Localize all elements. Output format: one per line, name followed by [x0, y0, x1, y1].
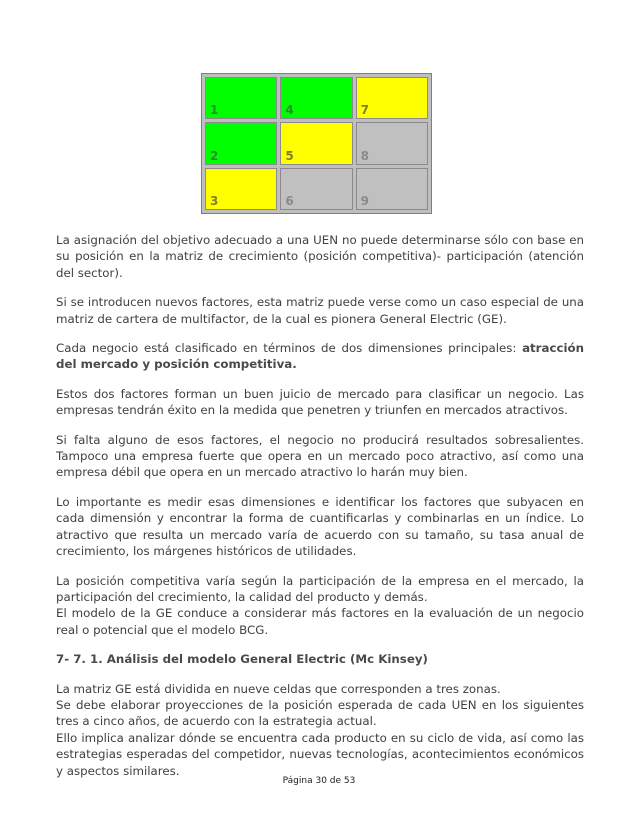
section-heading: 7- 7. 1. Análisis del modelo General Electric (Mc Kinsey) [56, 652, 428, 667]
paragraph-line: Ello implica analizar dónde se encuentra cada producto en su ciclo de vida, así como las estrategias esperadas del competidor, nuevas tecnologías, acontecimientos económicos y aspectos similares. [56, 730, 584, 778]
matrix-cell-8 [356, 122, 428, 164]
ge-matrix [201, 73, 432, 214]
paragraph [56, 681, 584, 779]
cell-number: 1 [210, 103, 219, 118]
paragraph: Estos dos factores forman un buen juicio de mercado para clasificar un negocio. Las empresas tendrán éxito en la medida que penetren y triunfen en mercados atractivos. [56, 386, 584, 418]
paragraph: Si se introducen nuevos factores, esta matriz puede verse como un caso especial de una matriz de cartera de multifactor, de la cual es pionera General Electric (GE). [56, 295, 584, 326]
cell-number: 5 [285, 148, 294, 163]
cell-number: 2 [210, 148, 219, 163]
paragraph-line: La matriz GE está dividida en nueve celdas que corresponden a tres zonas. [56, 681, 501, 696]
page-number: Página 30 de 53 [282, 776, 356, 786]
cell-number: 3 [210, 193, 219, 208]
paragraph-line: La posición competitiva varía según la participación de la empresa en el mercado, la participación del crecimiento, la calidad del producto y demás. [56, 573, 584, 604]
paragraph-line: El modelo de la GE conduce a considerar más factores en la evaluación de un negocio real o potencial que el modelo BCG. [56, 606, 584, 637]
cell-number: 6 [285, 193, 294, 208]
cell-number: 8 [360, 148, 370, 163]
paragraph-text: Cada negocio está clasificado en términos de dos dimensiones principales: [56, 341, 523, 356]
matrix-cell-7 [356, 77, 428, 119]
matrix-cell-6 [280, 168, 352, 210]
paragraph-line: Se debe elaborar proyecciones de la posición esperada de cada UEN en los siguientes tres a cinco años, de acuerdo con la estrategia actual. [56, 697, 584, 729]
bold-phrase: atracción del mercado y posición competitiva. [56, 341, 584, 372]
matrix-cell-1 [205, 77, 277, 119]
matrix-cell-9 [356, 168, 428, 210]
body-text [56, 232, 584, 792]
cell-number: 9 [360, 193, 370, 208]
paragraph: Si falta alguno de esos factores, el negocio no producirá resultados sobresalientes. Tampoco una empresa fuerte que opera en un mercado poco atractivo, así como una empresa débil que opera en un mercado atractivo lo harán muy bien. [56, 432, 584, 480]
paragraph [56, 340, 584, 373]
matrix-cell-3 [205, 168, 277, 210]
matrix-cell-5 [280, 122, 352, 164]
paragraph: La asignación del objetivo adecuado a una UEN no puede determinarse sólo con base en su posición en la matriz de crecimiento (posición competitiva)- participación (atención del sector). [56, 233, 584, 280]
matrix-cell-4 [280, 77, 352, 119]
matrix-cell-2 [205, 122, 277, 164]
paragraph [56, 573, 584, 639]
cell-number: 4 [285, 103, 294, 118]
paragraph: Lo importante es medir esas dimensiones e identificar los factores que subyacen en cada dimensión y encontrar la forma de cuantificarlas y combinarlas en un índice. Lo atractivo que resulta un mercado varía de acuerdo con su tamaño, su tasa anual de crecimiento, los márgenes históricos de utilidades. [56, 494, 584, 559]
cell-number: 7 [360, 103, 370, 118]
